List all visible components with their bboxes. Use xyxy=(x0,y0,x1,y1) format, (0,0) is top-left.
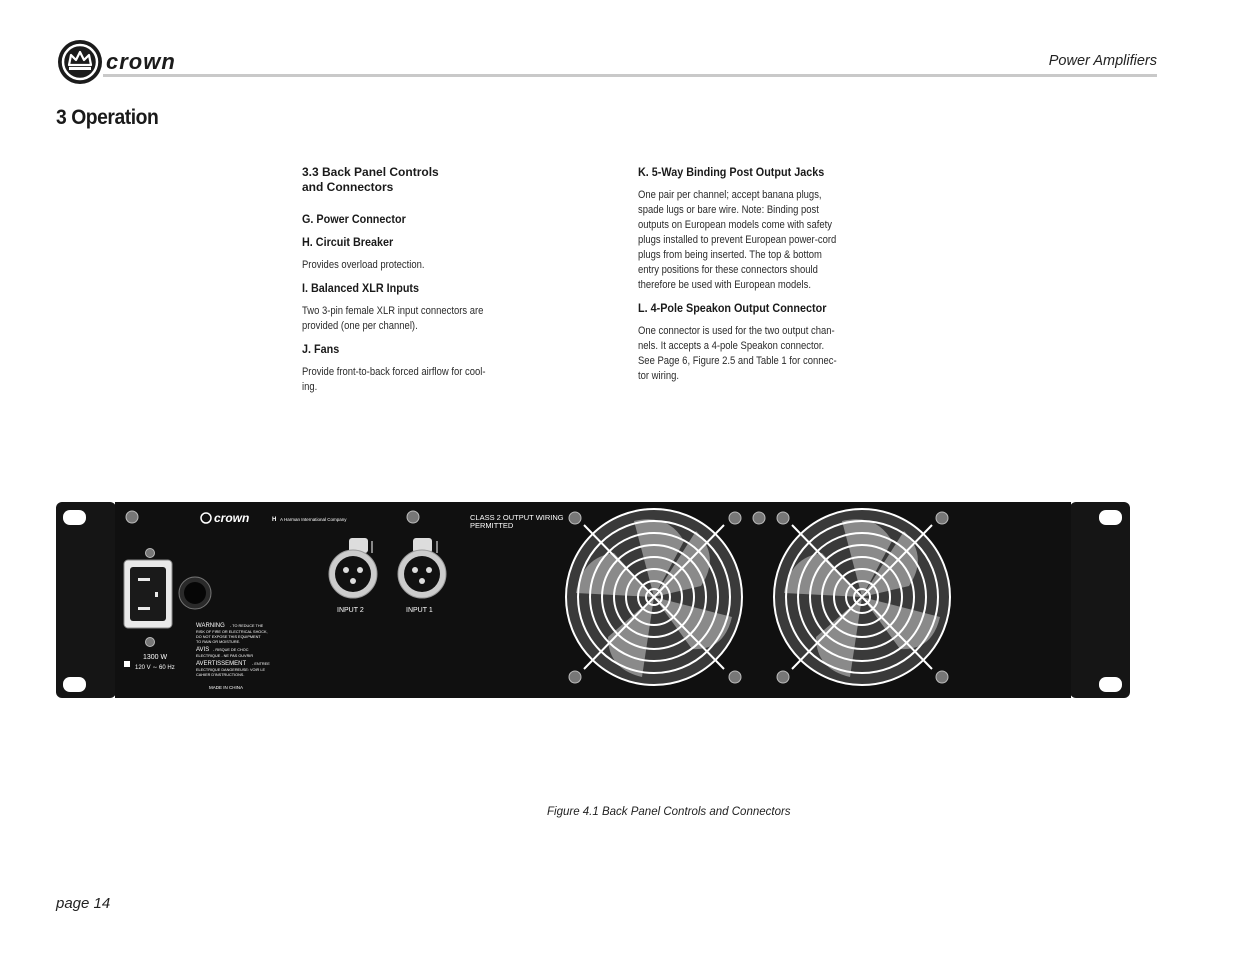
checkbox-icon xyxy=(124,661,130,667)
voltage-rating: 120 V ∼ 60 Hz xyxy=(135,665,175,671)
item-l-body-line3: See Page 6, Figure 2.5 and Table 1 for connec- xyxy=(638,355,837,367)
item-k-body-line3: outputs on European models come with safety xyxy=(638,219,833,231)
page-title: 3 Operation xyxy=(56,106,159,129)
circuit-breaker-icon xyxy=(179,577,211,609)
rack-slot xyxy=(63,510,86,525)
power-connector-icon xyxy=(124,560,172,628)
item-i-title: I. Balanced XLR Inputs xyxy=(302,281,420,295)
section-label: Power Amplifiers xyxy=(1048,53,1157,69)
figure-caption: Figure 4.1 Back Panel Controls and Connectors xyxy=(547,806,791,818)
item-i-body-line2: provided (one per channel). xyxy=(302,320,418,332)
screw-icon xyxy=(126,511,138,523)
svg-text:H: H xyxy=(272,517,277,523)
screw-icon xyxy=(407,511,419,523)
item-l-title: L. 4-Pole Speakon Output Connector xyxy=(638,301,827,315)
crown-logo xyxy=(56,39,206,87)
item-l-body-line4: tor wiring. xyxy=(638,370,680,382)
power-rating: 1300 W xyxy=(143,654,168,661)
avis-text-1: - RISQUE DE CHOC xyxy=(213,648,249,652)
class2-label-line2: PERMITTED xyxy=(470,521,514,530)
avis-title: AVIS xyxy=(196,647,210,653)
item-k-body-line4: plugs installed to prevent European power-cord xyxy=(638,234,837,246)
item-k-title: K. 5-Way Binding Post Output Jacks xyxy=(638,165,825,179)
screw-icon xyxy=(569,512,581,524)
avert-title: AVERTISSEMENT xyxy=(196,661,247,667)
item-k-body-line2: spade lugs or bare wire. Note: Binding post xyxy=(638,204,819,216)
rack-slot xyxy=(1099,510,1122,525)
item-j-title: J. Fans xyxy=(302,342,340,356)
subsection-heading: 3.3 Back Panel Controls xyxy=(302,165,439,179)
screw-icon xyxy=(729,512,741,524)
avert-text-2: ELECTRIQUE DANGEREUSE: VOIR LE xyxy=(196,668,265,672)
warning-text-4: TO RAIN OR MOISTURE. xyxy=(196,640,241,644)
text-column-left xyxy=(302,165,512,395)
item-i-body-line1: Two 3-pin female XLR input connectors are xyxy=(302,305,484,317)
warning-text-3: DO NOT EXPOSE THIS EQUIPMENT xyxy=(196,635,261,639)
screw-icon xyxy=(777,671,789,683)
screw-icon xyxy=(146,638,155,647)
avert-text-3: CAHIER D'INSTRUCTIONS. xyxy=(196,673,245,677)
fan-right-icon xyxy=(774,509,950,685)
warning-text-1: - TO REDUCE THE xyxy=(230,624,264,628)
page-number: page 14 xyxy=(56,895,111,912)
rack-slot xyxy=(63,677,86,692)
subsection-heading-line2: and Connectors xyxy=(302,180,394,194)
screw-icon xyxy=(777,512,789,524)
item-j-body-line1: Provide front-to-back forced airflow for cool- xyxy=(302,366,486,378)
item-k-body-line7: therefore be used with European models. xyxy=(638,279,812,291)
panel-company: A Harman International Company xyxy=(280,517,347,522)
screw-icon xyxy=(729,671,741,683)
header-rule xyxy=(103,74,1157,77)
input-2-label: INPUT 2 xyxy=(337,607,364,614)
avis-text-2: ELECTRIQUE - NE PAS OUVRIR xyxy=(196,654,254,658)
screw-icon xyxy=(569,671,581,683)
screw-icon xyxy=(753,512,765,524)
item-k-body-line5: plugs from being inserted. The top & bottom xyxy=(638,249,822,261)
fan-left-icon xyxy=(566,509,742,685)
item-j-body-line2: ing. xyxy=(302,381,318,393)
warning-text-2: RISK OF FIRE OR ELECTRICAL SHOCK, xyxy=(196,630,268,634)
avert-text-1: - ENTREE xyxy=(252,662,270,666)
item-g-title: G. Power Connector xyxy=(302,212,406,226)
logo-wordmark: crown xyxy=(106,49,176,74)
item-k-body-line1: One pair per channel; accept banana plugs, xyxy=(638,189,822,201)
made-in-label: MADE IN CHINA xyxy=(209,685,244,690)
input-1-label: INPUT 1 xyxy=(406,607,433,614)
rack-slot xyxy=(1099,677,1122,692)
item-k-body-line6: entry positions for these connectors should xyxy=(638,264,818,276)
panel-brand: crown xyxy=(214,511,250,525)
back-panel-illustration xyxy=(56,501,1130,699)
text-column-right xyxy=(638,165,848,384)
screw-icon xyxy=(936,512,948,524)
warning-title: WARNING xyxy=(196,623,225,629)
item-h-title: H. Circuit Breaker xyxy=(302,235,394,249)
screw-icon xyxy=(146,549,155,558)
item-h-body: Provides overload protection. xyxy=(302,259,425,271)
item-l-body-line2: nels. It accepts a 4-pole Speakon connector. xyxy=(638,340,825,352)
screw-icon xyxy=(936,671,948,683)
item-l-body-line1: One connector is used for the two output chan- xyxy=(638,325,835,337)
class2-label-line1: CLASS 2 OUTPUT WIRING xyxy=(470,513,564,522)
